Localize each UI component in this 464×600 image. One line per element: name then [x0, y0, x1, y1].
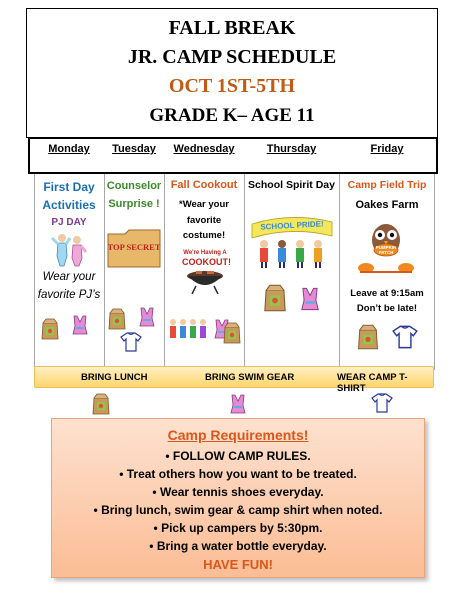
tshirt-icon: [392, 325, 418, 349]
lunch-bag-icon: [355, 324, 381, 350]
day-monday: Monday: [48, 143, 90, 155]
swimsuit-icon: [228, 393, 248, 415]
requirements-title: Camp Requirements!: [167, 427, 309, 443]
school-pride-banner: SCHOOL PRIDE!: [260, 219, 324, 232]
tuesday-title-line2: Surprise !: [108, 197, 160, 210]
pumpkin-sign-line1: PUMPKIN: [375, 245, 397, 250]
swimsuit-icon: [298, 286, 322, 312]
wednesday-title: Fall Cookout: [170, 179, 238, 191]
requirement-item: • Pick up campers by 5:30pm.: [52, 519, 424, 537]
header-title: FALL BREAK: [168, 17, 296, 39]
lunch-bag-icon: [107, 308, 127, 330]
bring-items-bar: [34, 366, 434, 394]
friday-subtitle: Oakes Farm: [355, 199, 419, 211]
day-tuesday: Tuesday: [112, 143, 156, 155]
swimsuit-icon: [70, 314, 90, 336]
monday-subtitle: PJ DAY: [51, 217, 87, 228]
monday-title-line2: Activities: [42, 198, 96, 212]
thursday-title: School Spirit Day: [248, 179, 335, 191]
monday-title: [34, 178, 104, 214]
pumpkin-patch-sign: [374, 246, 398, 256]
tshirt-icon: [120, 332, 142, 352]
day-thursday: Thursday: [266, 143, 317, 155]
schedule-header: [26, 8, 438, 138]
monday-note: [34, 268, 104, 305]
camp-requirements-box: [51, 418, 425, 578]
day-header-row: [28, 137, 438, 174]
header-subtitle: JR. CAMP SCHEDULE: [127, 46, 337, 68]
grill-icon: [182, 250, 231, 294]
header-grades: GRADE K– AGE 11: [149, 105, 315, 126]
tshirt-icon: [371, 393, 393, 413]
requirement-item: • Treat others how you want to be treated.: [52, 465, 424, 483]
friday-title: Camp Field Trip: [347, 179, 427, 191]
top-secret-label: TOP SECRET: [107, 242, 161, 252]
monday-title-line1: First Day: [43, 180, 95, 194]
requirement-item: • Bring a water bottle everyday.: [52, 537, 424, 555]
requirements-list: [52, 447, 424, 555]
wednesday-note-line3: costume!: [182, 230, 226, 242]
lunch-bag-icon: [91, 393, 111, 415]
requirement-item: • Wear tennis shoes everyday.: [52, 483, 424, 501]
lunch-bag-icon: [262, 284, 288, 312]
bring-shirt-label: WEAR CAMP T-SHIRT: [337, 372, 408, 394]
school-pride-kids-icon: [250, 212, 334, 268]
lunch-bag-icon: [40, 318, 60, 340]
day-wednesday: Wednesday: [173, 143, 235, 155]
wednesday-note-line1: *Wear your: [179, 199, 229, 210]
friday-note: [339, 286, 435, 316]
pumpkin-sign-line2: PATCH: [378, 249, 394, 255]
cookout-line2: COOKOUT!: [182, 257, 231, 267]
cookout-line1: We're Having A: [183, 250, 227, 256]
bring-lunch-label: BRING LUNCH: [81, 372, 148, 383]
wednesday-note: [164, 197, 244, 244]
friday-note-line2: Don’t be late!: [356, 303, 418, 315]
tuesday-title-line1: Counselor: [106, 180, 162, 192]
have-fun-text: HAVE FUN!: [203, 557, 273, 572]
tuesday-title: [104, 178, 164, 213]
swimsuit-icon: [137, 306, 157, 328]
bring-swim-label: BRING SWIM GEAR: [205, 372, 295, 383]
header-dates: OCT 1ST-5TH: [168, 75, 296, 97]
friday-note-line1: Leave at 9:15am: [350, 288, 424, 299]
monday-note-line1: Wear your: [42, 271, 96, 283]
day-friday: Friday: [370, 143, 404, 155]
requirement-item: • FOLLOW CAMP RULES.: [52, 447, 424, 465]
costume-kids-icon: [168, 318, 212, 342]
monday-note-line2: favorite PJ’s: [37, 289, 101, 302]
pajama-kids-icon: [50, 232, 88, 268]
lunch-bag-icon: [222, 322, 242, 344]
requirement-item: • Bring lunch, swim gear & camp shirt when noted.: [52, 501, 424, 519]
top-secret-folder-icon: [107, 228, 161, 268]
owl-pumpkin-icon: [356, 218, 416, 274]
wednesday-note-line2: favorite: [186, 214, 222, 226]
